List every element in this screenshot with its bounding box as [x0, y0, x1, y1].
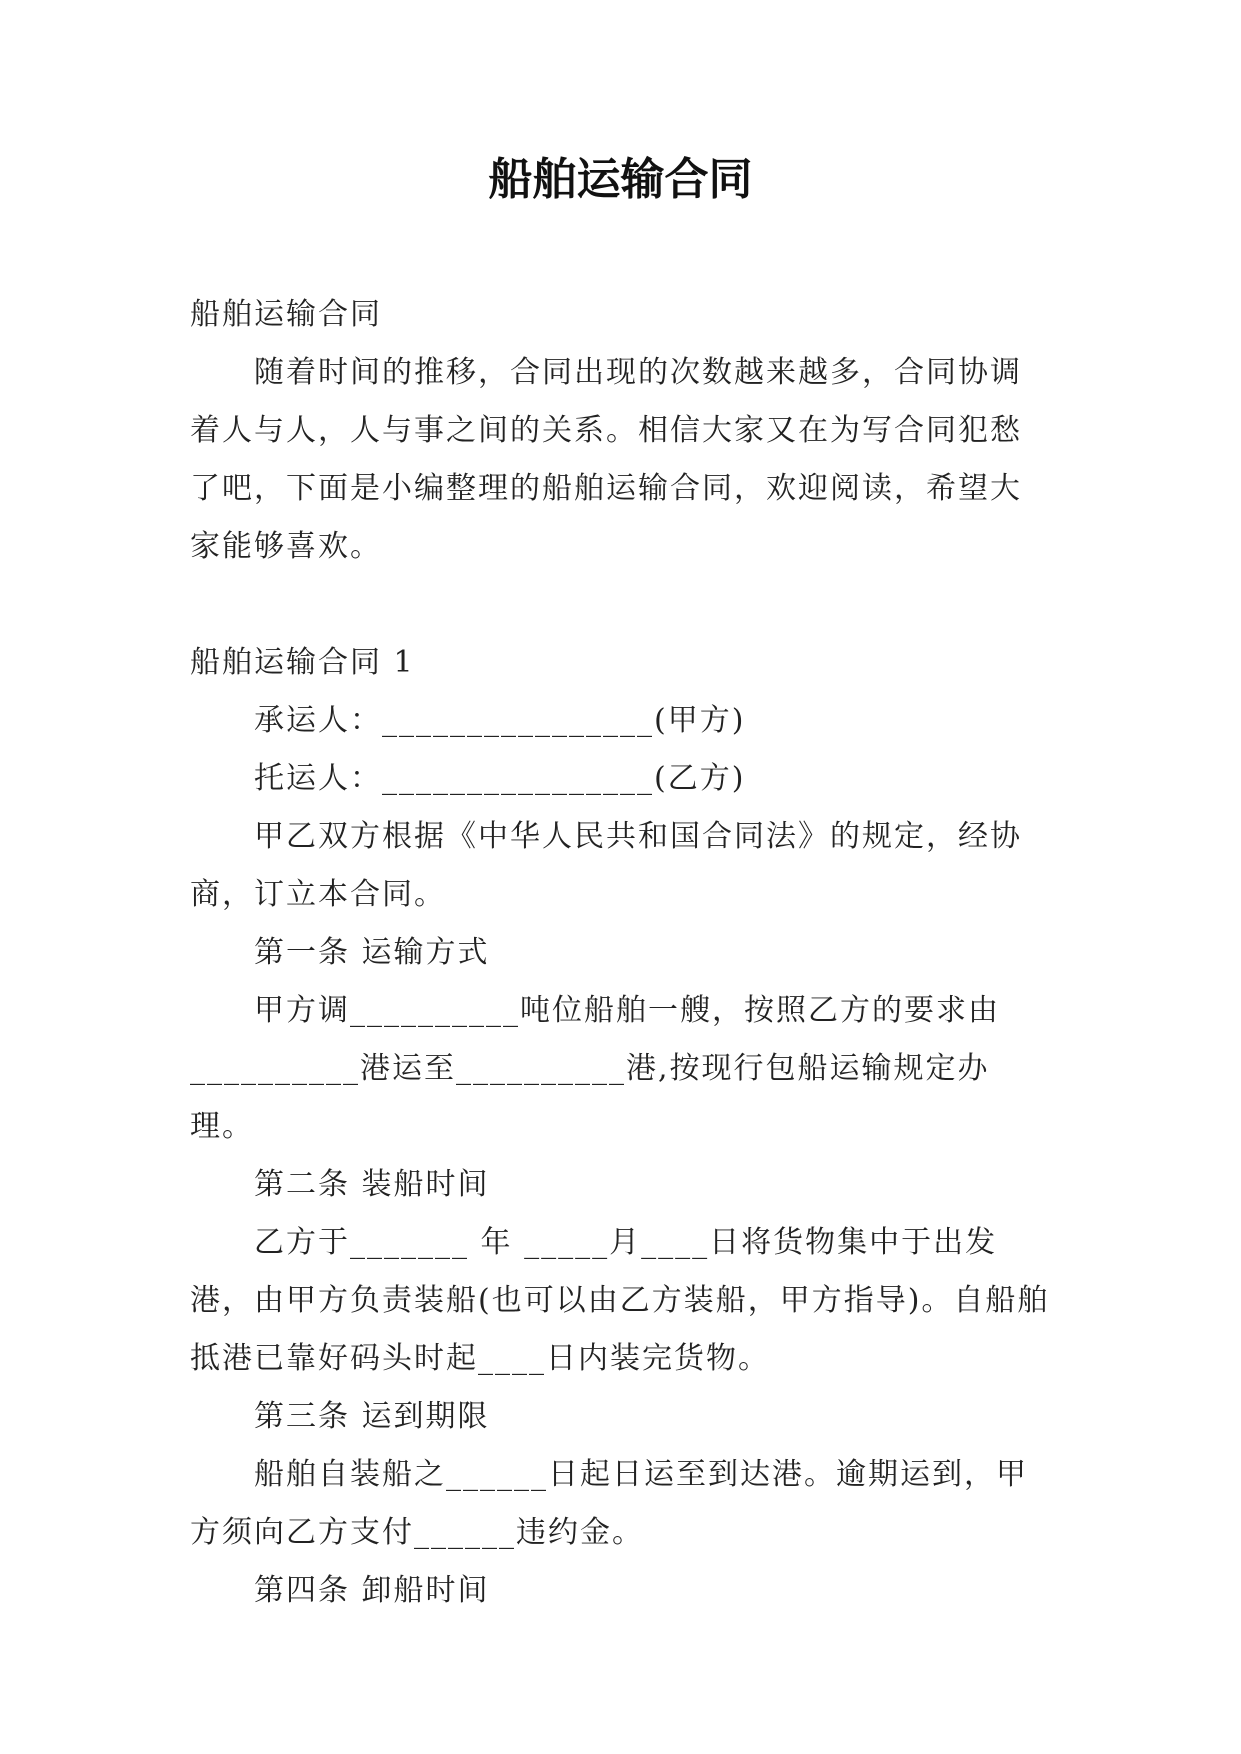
article-1-heading: 第一条 运输方式 [254, 935, 490, 970]
article-2-heading: 第二条 装船时间 [254, 1167, 490, 1202]
section-heading: 船舶运输合同 [190, 297, 382, 332]
document-body [190, 286, 1050, 1620]
carrier-line: 承运人：________________(甲方) [254, 703, 746, 738]
article-2-text: 乙方于_______ 年 _____月____日将货物集中于出发港，由甲方负责装船(也可以由乙方装船，甲方指导)。自船舶抵港已靠好码头时起____日内装完货物。 [190, 1225, 1050, 1376]
article-3-text: 船舶自装船之______日起日运至到达港。逾期运到，甲方须向乙方支付______违约金。 [190, 1457, 1028, 1550]
article-1-text: 甲方调__________吨位船舶一艘，按照乙方的要求由__________港运至__________港,按现行包船运输规定办理。 [190, 993, 1000, 1144]
preamble-paragraph: 甲乙双方根据《中华人民共和国合同法》的规定，经协商，订立本合同。 [190, 819, 1022, 912]
article-3-heading: 第三条 运到期限 [254, 1399, 490, 1434]
contract-heading: 船舶运输合同 1 [190, 645, 415, 680]
intro-paragraph: 随着时间的推移，合同出现的次数越来越多，合同协调着人与人，人与事之间的关系。相信大家又在为写合同犯愁了吧，下面是小编整理的船舶运输合同，欢迎阅读，希望大家能够喜欢。 [190, 355, 1022, 564]
shipper-line: 托运人：________________(乙方) [254, 761, 746, 796]
article-4-heading: 第四条 卸船时间 [254, 1573, 490, 1608]
document-title: 船舶运输合同 [488, 154, 753, 205]
